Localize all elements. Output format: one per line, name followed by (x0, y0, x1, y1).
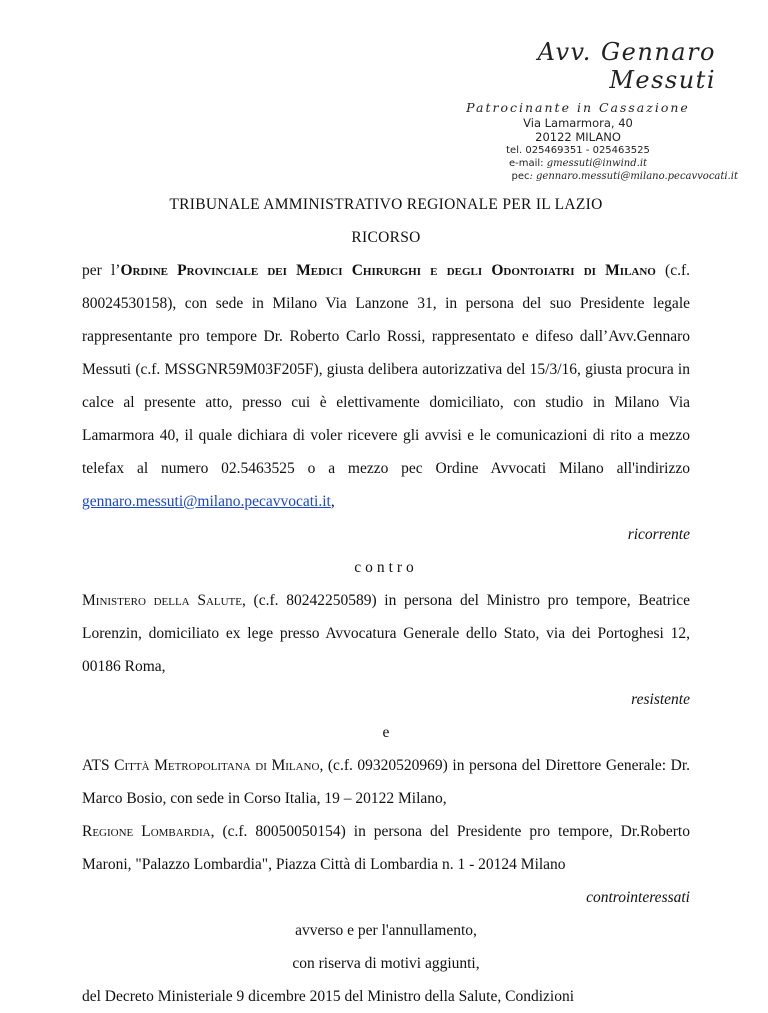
lawyer-name: Avv. Gennaro Messuti (537, 38, 716, 94)
pec-label: pec (511, 171, 530, 182)
lawyer-email: gmessuti@inwind.it (546, 158, 648, 169)
region-details: , (c.f. 80050050154) in persona del Presidente pro tempore, Dr.Roberto Maroni, "Palazzo Lombardia", Piazza Città di Lombardia n. 1 - 20124 Milano (82, 823, 690, 873)
document-body (82, 176, 690, 1013)
e-heading: e (382, 724, 390, 741)
lawyer-phone: tel. 025469351 - 025463525 (506, 145, 650, 156)
lawyer-city: 20122 MILANO (535, 130, 621, 144)
court-title: TRIBUNALE AMMINISTRATIVO REGIONALE PER IL LAZIO (169, 196, 603, 213)
role-counterparties: controinteressati (586, 889, 690, 906)
letterhead (428, 38, 738, 183)
decree-line: del Decreto Ministeriale 9 dicembre 2015 del Ministro della Salute, Condizioni (82, 988, 575, 1005)
email-label: e-mail: (508, 158, 544, 169)
applicant-details: (c.f. 80024530158), con sede in Milano Via Lanzone 31, in persona del suo Presidente legale rappresentante pro tempore Dr. Roberto Carlo Rossi, rappresentato e difeso dall’Avv.Gennaro Messuti (c.f. MSSGNR59M03F205F), giusta delibera autorizzativa del 15/3/16, giusta procura in calce al presente atto, presso cui è elettivamente domiciliato, con studio in Milano Via Lamarmora 40, il quale dichiara di voler ricevere gli avvisi e le comunicazioni di rito a mezzo telefax al numero 02.5463525 o a mezzo pec Ordine Avvocati Milano all'indirizzo (82, 262, 691, 477)
applicant-name: Ordine Provinciale dei Medici Chirurghi e degli Odontoiatri di Milano (120, 262, 656, 279)
pec-email-link[interactable]: gennaro.messuti@milano.pecavvocati.it (82, 493, 331, 510)
role-applicant: ricorrente (627, 526, 690, 543)
against-line: avverso e per l'annullamento, (295, 922, 477, 939)
lawyer-email-line (428, 157, 728, 170)
paragraph-region (82, 815, 690, 881)
lawyer-title: Patrocinante in Cassazione (466, 100, 690, 115)
reservation-line: con riserva di motivi aggiunti, (292, 955, 480, 972)
role-respondent: resistente (631, 691, 690, 708)
document-type: RICORSO (351, 229, 421, 246)
lawyer-address: Via Lamarmora, 40 (523, 116, 633, 130)
applicant-prefix: per l’ (82, 262, 121, 279)
applicant-end: , (330, 493, 335, 510)
respondent-name: Ministero della Salute (82, 592, 242, 609)
paragraph-applicant (82, 254, 690, 518)
ats-details: , (c.f. 09320520969) in persona del Direttore Generale: Dr. Marco Bosio, con sede in Corso Italia, 19 – 20122 Milano, (82, 757, 690, 807)
ats-name: ATS Città Metropolitana di Milano (82, 757, 320, 774)
region-name: Regione Lombardia (82, 823, 211, 840)
lawyer-pec: : gennaro.messuti@milano.pecavvocati.it (529, 171, 738, 182)
paragraph-respondent (82, 584, 690, 683)
contro-heading: contro (354, 559, 418, 576)
respondent-details: , (c.f. 80242250589) in persona del Ministro pro tempore, Beatrice Lorenzin, domiciliato ex lege presso Avvocatura Generale dello Stato, via dei Portoghesi 12, 00186 Roma, (82, 592, 690, 675)
paragraph-ats (82, 749, 690, 815)
